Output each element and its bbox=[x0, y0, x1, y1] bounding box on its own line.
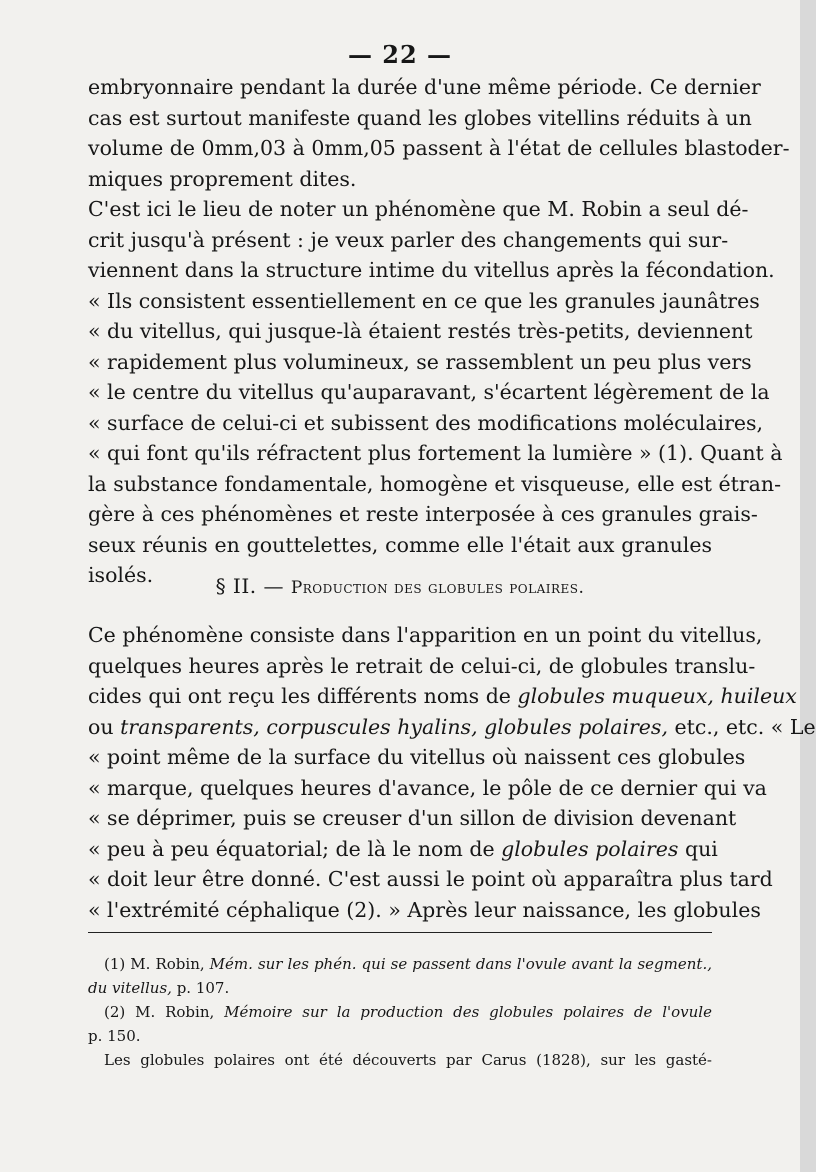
text-line: « rapidement plus volumineux, se rassemblent un peu plus vers bbox=[88, 349, 752, 374]
text-line: « doit leur être donné. C'est aussi le point où apparaîtra plus tard bbox=[88, 867, 773, 891]
text-fragment: « peu à peu équatorial; de là le nom de bbox=[88, 836, 502, 861]
text-line: crit jusqu'à présent : je veux parler des changements qui sur- bbox=[88, 227, 729, 252]
text-line: « qui font qu'ils réfractent plus fortement la lumière » (1). Quant à bbox=[88, 441, 783, 465]
text-line: C'est ici le lieu de noter un phénomène que M. Robin a seul dé- bbox=[88, 197, 749, 221]
text-line bbox=[88, 712, 816, 743]
text-line: « surface de celui-ci et subissent des modifications moléculaires, bbox=[88, 410, 764, 435]
section-title: Production des globules polaires. bbox=[290, 578, 585, 598]
text-line: cas est surtout manifeste quand les globes vitellins réduits à un bbox=[88, 105, 752, 130]
text-line: « l'extrémité céphalique (2). » Après leur naissance, les globules bbox=[88, 897, 761, 922]
text-line: « marque, quelques heures d'avance, le pôle de ce dernier qui va bbox=[88, 775, 767, 800]
italic-term: globules muqueux, bbox=[517, 684, 714, 708]
text-line: Ce phénomène consiste dans l'apparition en un point du vitellus, bbox=[88, 623, 763, 647]
section-heading bbox=[0, 574, 800, 598]
footnote-2-cont: p. 150. bbox=[88, 1027, 141, 1045]
text-fragment: p. 107. bbox=[171, 979, 230, 997]
italic-term: Mémoire sur la production des globules polaires de l'ovule bbox=[224, 1003, 712, 1021]
italic-term: du vitellus, bbox=[88, 979, 172, 997]
italic-term: globules polaires, bbox=[484, 714, 668, 739]
text-line: « du vitellus, qui jusque-là étaient restés très-petits, deviennent bbox=[88, 319, 753, 343]
footnote-1 bbox=[88, 952, 712, 976]
text-line: miques proprement dites. bbox=[88, 166, 357, 191]
text-line: volume de 0mm,03 à 0mm,05 passent à l'état de cellules blastoder- bbox=[88, 136, 790, 160]
italic-term: transparents, bbox=[120, 714, 260, 739]
text-fragment: etc., etc. « Le bbox=[667, 714, 816, 739]
footnote-3: Les globules polaires ont été découverts par Carus (1828), sur les gasté- bbox=[104, 1051, 712, 1069]
text-line: la substance fondamentale, homogène et visqueuse, elle est étran- bbox=[88, 471, 782, 496]
body-text-upper bbox=[88, 72, 790, 591]
footnote-1-cont bbox=[88, 976, 712, 1000]
text-line: isolés. bbox=[88, 563, 154, 587]
text-fragment: ou bbox=[88, 714, 121, 739]
text-fragment: cides qui ont reçu les différents noms de bbox=[88, 684, 518, 708]
section-number: § II. — bbox=[215, 574, 284, 598]
italic-term: globules polaires bbox=[501, 836, 679, 861]
text-line: gère à ces phénomènes et reste interposée à ces granules grais- bbox=[88, 502, 758, 526]
text-line: « Ils consistent essentiellement en ce que les granules jaunâtres bbox=[88, 288, 760, 313]
text-fragment: (1) M. Robin, bbox=[104, 955, 210, 973]
footnote-divider bbox=[88, 932, 712, 933]
text-line: « point même de la surface du vitellus où naissent ces globules bbox=[88, 745, 746, 769]
footnote-2 bbox=[88, 1000, 712, 1024]
italic-term: huileux bbox=[720, 684, 797, 708]
text-line bbox=[88, 681, 797, 712]
italic-term: corpuscules hyalins, bbox=[266, 714, 478, 739]
text-line bbox=[88, 834, 718, 865]
page-number: — 22 — bbox=[347, 40, 453, 69]
text-line: seux réunis en gouttelettes, comme elle l'était aux granules bbox=[88, 532, 712, 557]
text-line: quelques heures après le retrait de celui-ci, de globules translu- bbox=[88, 653, 756, 678]
text-line: « se déprimer, puis se creuser d'un sillon de division devenant bbox=[88, 806, 737, 830]
text-line: « le centre du vitellus qu'auparavant, s'écartent légèrement de la bbox=[88, 380, 770, 404]
text-line: viennent dans la structure intime du vitellus après la fécondation. bbox=[88, 258, 775, 282]
text-fragment: (2) M. Robin, bbox=[104, 1003, 225, 1021]
text-line: embryonnaire pendant la durée d'une même période. Ce dernier bbox=[88, 75, 761, 99]
body-text-lower bbox=[88, 620, 816, 925]
text-fragment: qui bbox=[678, 836, 718, 861]
italic-term: Mém. sur les phén. qui se passent dans l'ovule avant la segment., bbox=[209, 955, 712, 973]
footnotes bbox=[88, 952, 712, 1072]
